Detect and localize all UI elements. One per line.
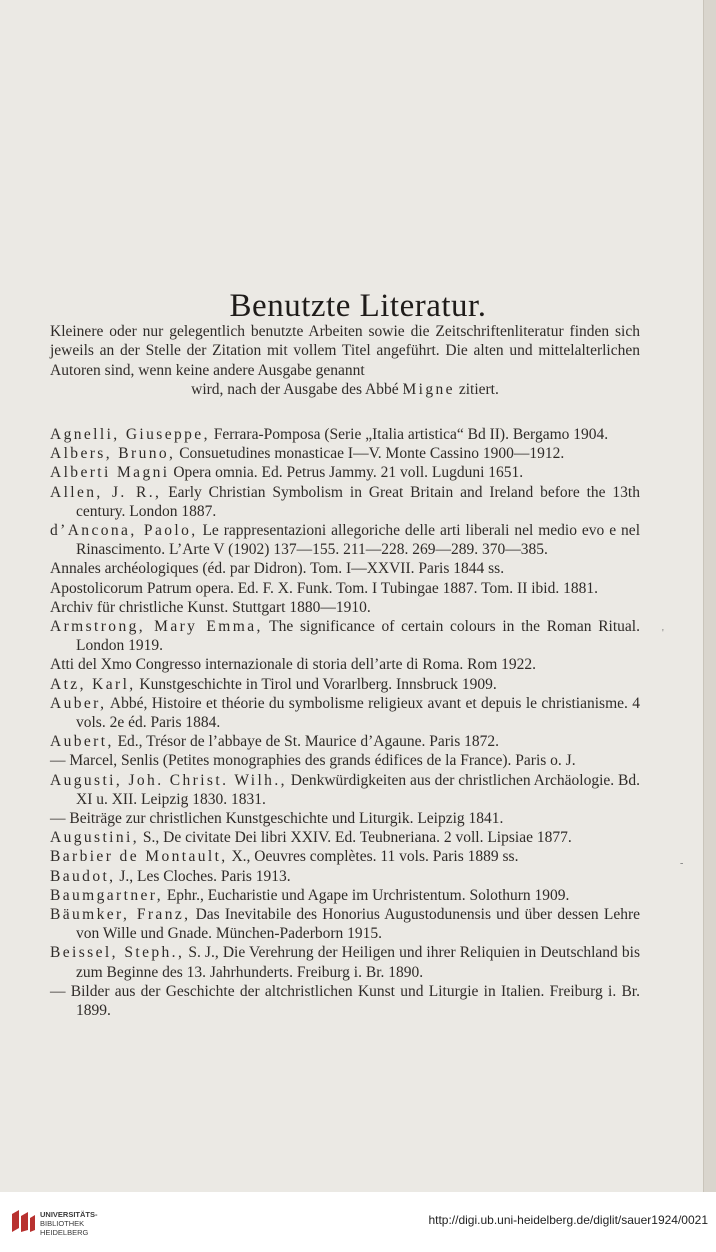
entry-text: Annales archéologiques (éd. par Didron). Tom. I—XXVII. Paris 1844 ss. (50, 560, 505, 578)
entry-author: Beissel, Steph., (50, 944, 185, 962)
entry-author: Baudot, (50, 867, 116, 885)
source-url-link[interactable]: http://digi.ub.uni-heidelberg.de/diglit/sauer1924/0021 (428, 1213, 708, 1227)
entry-text: Abbé, Histoire et théorie du symbolisme religieux avant et depuis le christianisme. 4 vols. 2e éd. Paris 1884. (76, 694, 640, 732)
bibliography-entry (50, 425, 640, 444)
entry-text: — Marcel, Senlis (Petites monographies des grands édifices de la France). Paris o. J. (50, 752, 576, 770)
entry-author: Augusti, Joh. Christ. Wilh., (50, 771, 287, 789)
entry-text: — Bilder aus der Geschichte der altchristlichen Kunst und Liturgie in Italien. Freiburg i. Br. 1899. (50, 982, 640, 1020)
entry-text: Denkwürdigkeiten aus der christlichen Archäologie. Bd. XI u. XII. Leipzig 1830. 1831. (76, 771, 640, 808)
bibliography-entry (50, 867, 640, 886)
bibliography-list (50, 425, 640, 1020)
page-edge (703, 0, 716, 1192)
margin-mark: ' (662, 628, 664, 639)
intro-last-post: zitiert. (454, 380, 499, 398)
entry-author: Alberti Magni (50, 464, 170, 482)
bibliography-entry (50, 905, 640, 943)
library-name-line: BIBLIOTHEK (40, 1219, 85, 1228)
entry-author: Augustini, (50, 829, 140, 847)
entry-text: Early Christian Symbolism in Great Britain and Ireland before the 13th century. London 1887. (76, 483, 640, 520)
library-name-line: UNIVERSITÄTS- (40, 1210, 98, 1219)
library-name-line: HEIDELBERG (40, 1228, 89, 1237)
library-name (40, 1210, 98, 1237)
entry-author: Agnelli, Giuseppe, (50, 426, 210, 443)
bibliography-entry (50, 655, 640, 674)
entry-author: Barbier de Montault, (50, 848, 228, 866)
entry-text: X., Oeuvres complètes. 11 vols. Paris 1889 ss. (227, 848, 519, 866)
entry-author: Bäumker, Franz, (50, 906, 191, 924)
bibliography-entry (50, 579, 640, 598)
entry-text: Opera omnia. Ed. Petrus Jammy. 21 voll. Lugduni 1651. (169, 464, 524, 482)
entry-text: J., Les Cloches. Paris 1913. (115, 867, 291, 885)
university-library-logo-icon[interactable] (8, 1206, 38, 1236)
entry-author: Albers, Bruno, (50, 445, 176, 463)
entry-author: Allen, J. R., (50, 483, 162, 501)
entry-text: Das Inevitabile des Honorius Augustodunensis und über dessen Lehre von Wille und Gnade. München-Paderborn 1915. (76, 906, 640, 943)
intro-paragraph (50, 322, 640, 399)
bibliography-entry (50, 732, 640, 751)
entry-text: Ferrara-Pomposa (Serie „Italia artistica“ Bd II). Bergamo 1904. (209, 426, 609, 443)
entry-text: Consuetudines monasticae I—V. Monte Cassino 1900—1912. (175, 445, 565, 463)
bibliography-entry (50, 751, 640, 770)
intro-last-pre: wird, nach der Ausgabe des Abbé (191, 380, 403, 398)
bibliography-entry (50, 463, 640, 482)
entry-author: Baumgartner, (50, 886, 163, 904)
bibliography-entry (50, 771, 640, 809)
bibliography-entry (50, 617, 640, 655)
bibliography-entry (50, 483, 640, 521)
bibliography-entry (50, 521, 640, 559)
entry-text: Ephr., Eucharistie und Agape im Urchristentum. Solothurn 1909. (162, 886, 570, 904)
entry-author: Auber, (50, 694, 107, 712)
bibliography-entry (50, 982, 640, 1020)
entry-text: Kunstgeschichte in Tirol und Vorarlberg. Innsbruck 1909. (135, 675, 497, 693)
entry-author: Atz, Karl, (50, 675, 136, 693)
bibliography-entry (50, 694, 640, 732)
bibliography-entry (50, 828, 640, 847)
bibliography-entry (50, 559, 640, 578)
entry-text: S., De civitate Dei libri XXIV. Ed. Teubneriana. 2 voll. Lipsiae 1877. (139, 829, 572, 847)
bibliography-entry (50, 943, 640, 981)
bibliography-entry (50, 886, 640, 905)
bibliography-entry (50, 847, 640, 866)
entry-text: Archiv für christliche Kunst. Stuttgart 1880—1910. (50, 598, 371, 616)
intro-main-text: Kleinere oder nur gelegentlich benutzte Arbeiten sowie die Zeitschriftenliteratur finden sich jeweils an der Stelle der Zitation mit vollem Titel angeführt. Die alten und mittelalterlichen Autoren sind, wenn keine andere Ausgabe genannt (50, 323, 640, 379)
entry-text: Apostolicorum Patrum opera. Ed. F. X. Funk. Tom. I Tubingae 1887. Tom. II ibid. 1881. (50, 579, 598, 597)
entry-author: Armstrong, Mary Emma, (50, 618, 263, 636)
intro-last-line (50, 380, 640, 399)
entry-text: Le rappresentazioni allegoriche delle arti liberali nel medio evo e nel Rinascimento. L’Arte V (1902) 137—155. 211—228. 269—289. 370—385. (76, 522, 640, 559)
margin-mark: - (680, 858, 684, 869)
entry-text: The significance of certain colours in the Roman Ritual. London 1919. (76, 618, 640, 655)
entry-text: Atti del Xmo Congresso internazionale di storia dell’arte di Roma. Rom 1922. (50, 656, 537, 674)
footer-bar (0, 1192, 716, 1252)
entry-text: Ed., Trésor de l’abbaye de St. Maurice d’Agaune. Paris 1872. (113, 733, 499, 751)
bibliography-entry (50, 444, 640, 463)
bibliography-entry (50, 675, 640, 694)
entry-author: Aubert, (50, 733, 114, 751)
entry-author: d’Ancona, Paolo, (50, 522, 198, 540)
bibliography-entry (50, 809, 640, 828)
entry-text: S. J., Die Verehrung der Heiligen und ihrer Reliquien in Deutschland bis zum Beginne des 13. Jahrhunderts. Freiburg i. Br. 1890. (76, 944, 640, 981)
page-title: Benutzte Literatur. (229, 288, 487, 325)
entry-text: — Beiträge zur christlichen Kunstgeschichte und Liturgik. Leipzig 1841. (50, 810, 504, 828)
bibliography-entry (50, 598, 640, 617)
intro-author-name: Migne (402, 380, 455, 398)
